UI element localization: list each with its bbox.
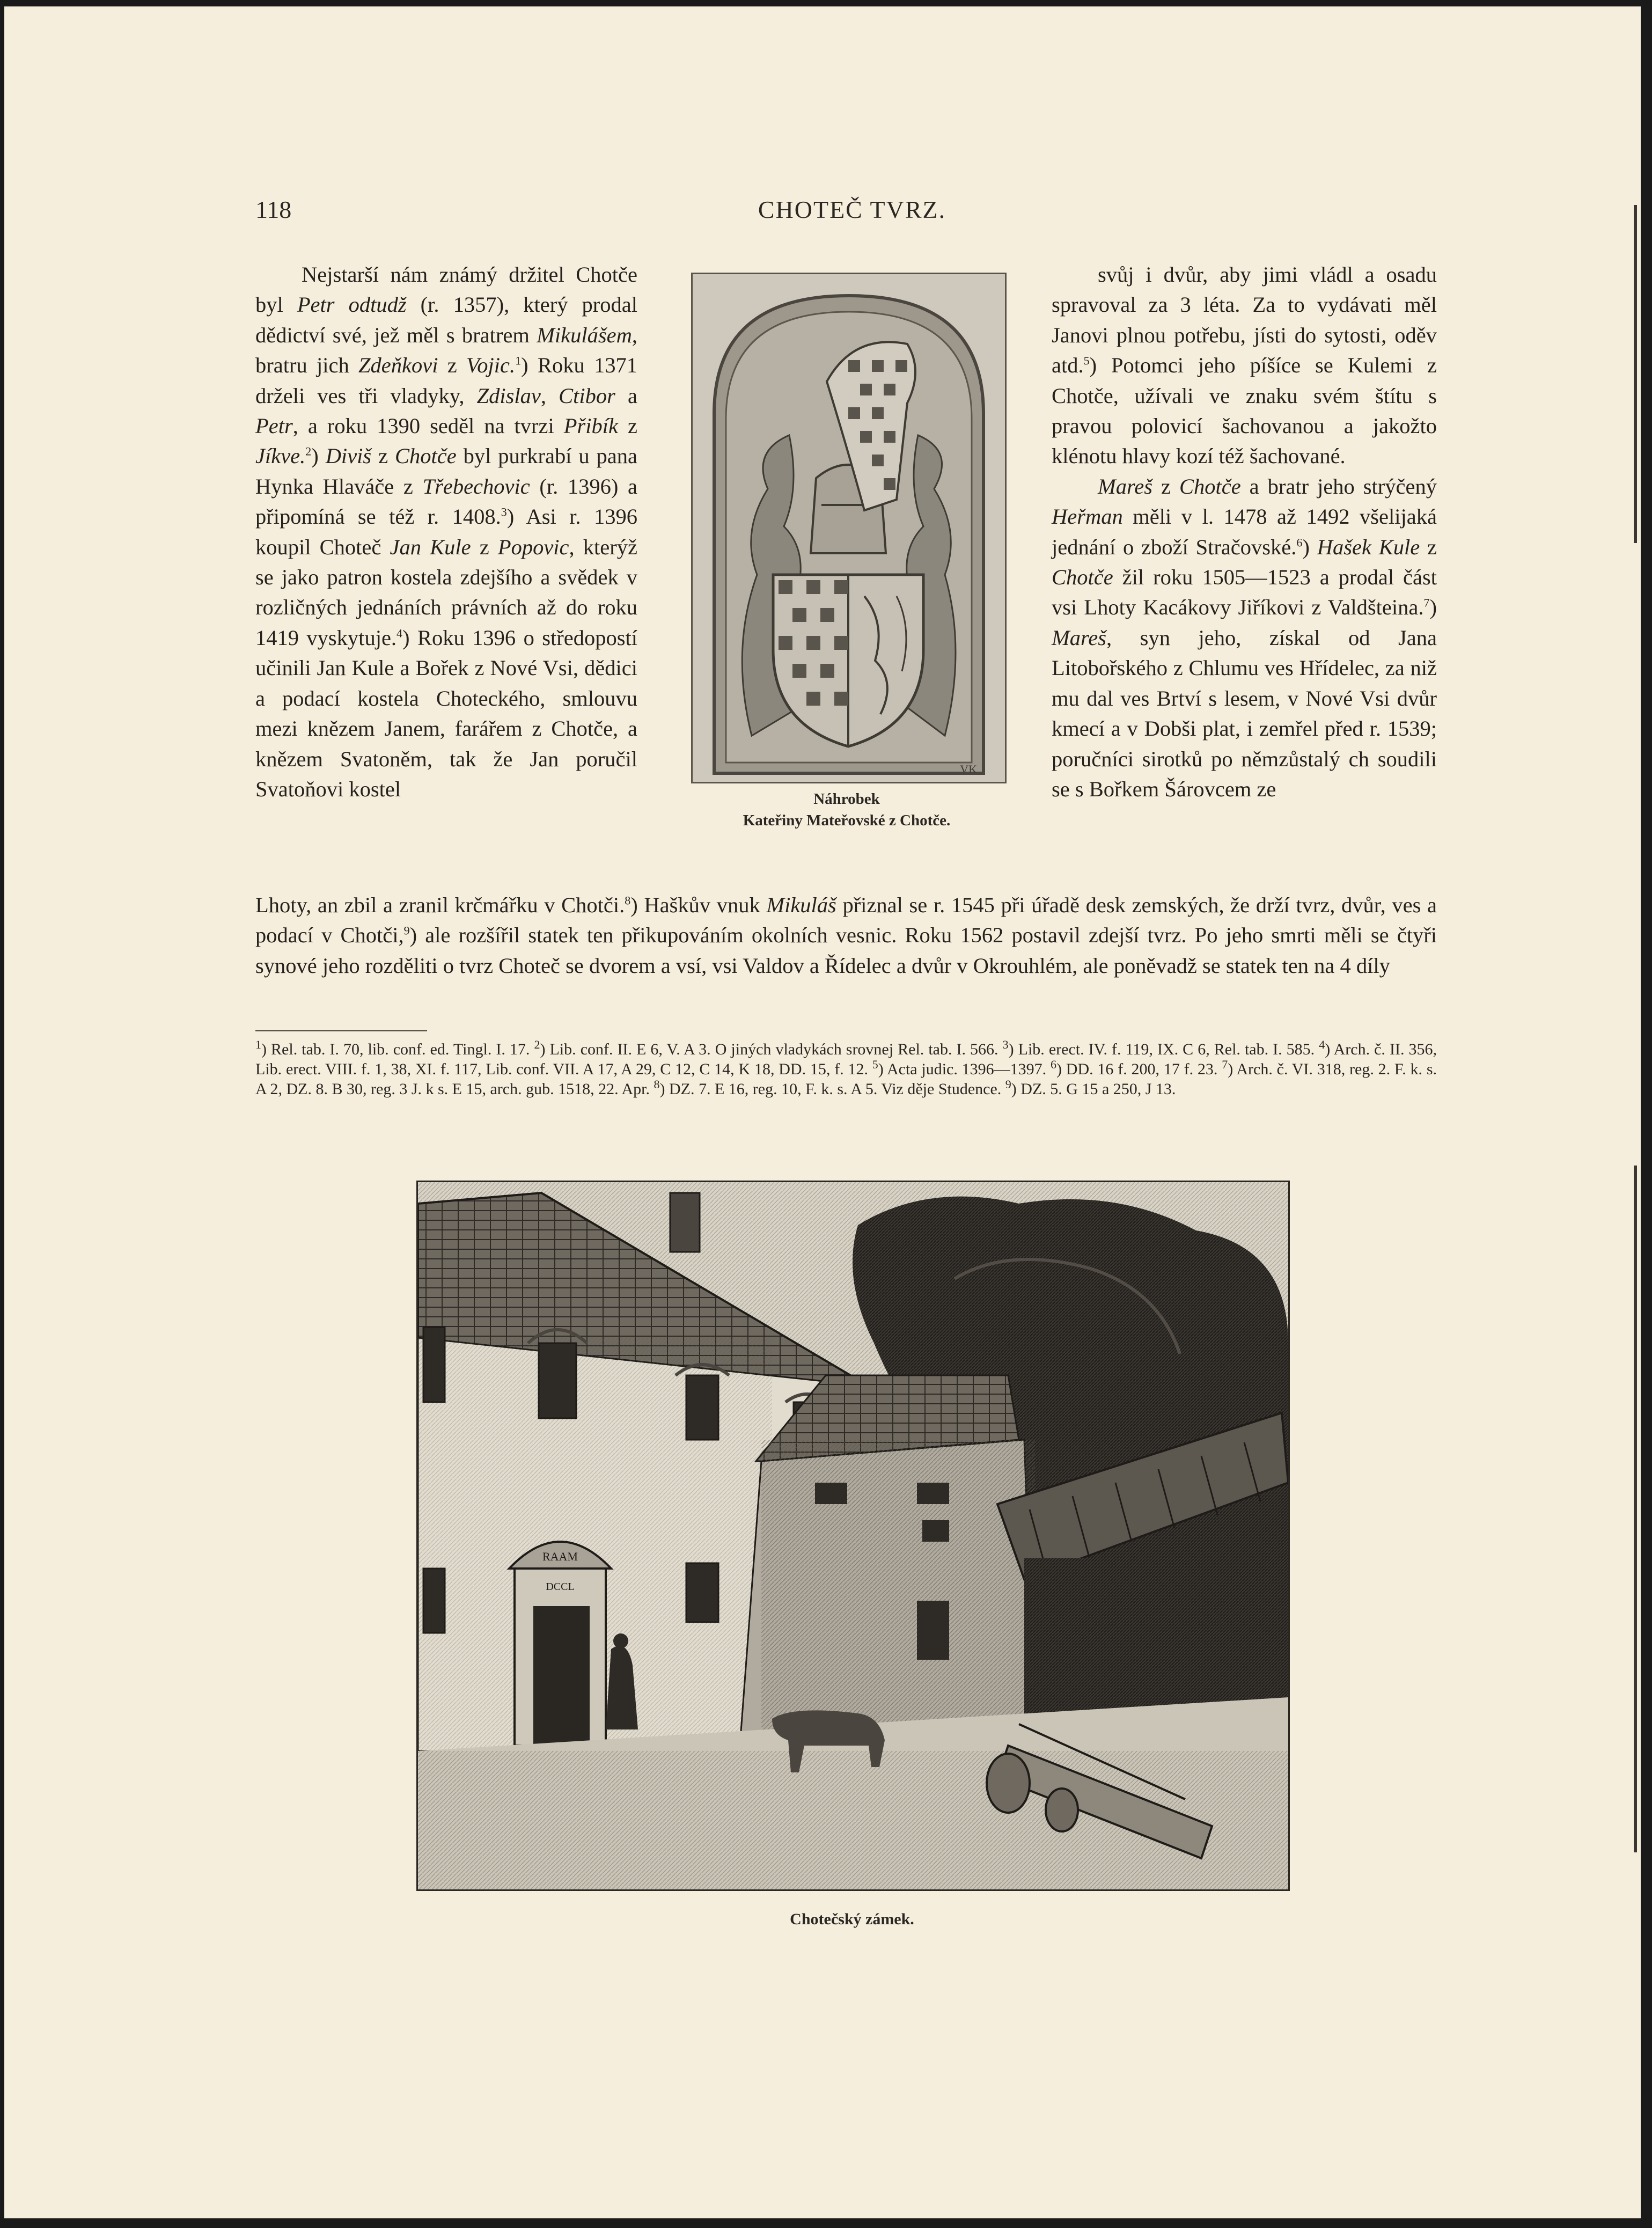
paragraph-footnote-ref: 3 [501,505,507,519]
paragraph-italic-name: Ctibor [559,383,615,408]
footnotes-text: ) DD. 16 f. 200, 17 f. 23. [1056,1060,1222,1078]
paragraph-footnote-ref: 2 [305,444,312,458]
full-width-paragraph [255,890,1437,981]
paragraph-text: měli v l. 1478 až 1492 všelijaká jednání o zboží Stračovské. [1052,504,1437,559]
tombstone-caption [670,788,1024,831]
footnotes [255,1039,1437,1099]
paragraph-text: žil roku 1505—1523 a prodal část vsi Lhoty Kacákovy Jiříkovi z Valdšteina. [1052,565,1437,620]
paragraph-italic-name: Mareš [1098,474,1152,499]
footnotes-text: ) DZ. 5. G 15 a 250, J 13. [1011,1080,1176,1098]
footnotes-text: ) Arch. č. VI. 318, reg. 2. F. k. s. A 2, DZ. 8. B 30, reg. 3 J. k s. E 15, arch. gub. 1518, 22. Apr. [255,1060,1437,1098]
castle-drawing [418,1182,1288,1889]
paragraph-text: Nejstarší nám známý držitel Chotče byl [255,262,637,317]
tombstone-caption-line-1: Náhrobek [813,790,880,808]
paragraph-italic-name: Zdislav [476,383,541,408]
engraver-signature: VK [960,763,977,776]
full-width-paragraph-text: Lhoty, an zbil a zranil krčmářku v Chotči. [255,893,625,917]
book-page [4,6,1641,2218]
paragraph-text: ) Roku 1371 drželi ves tři vladyky, [255,353,637,408]
paragraph-italic-name: Petr [255,414,293,438]
paragraph-footnote-ref: 4 [397,626,403,640]
paragraph-text: a bratr jeho strýčený [1240,474,1437,499]
full-width-paragraph-text: ) ale rozšířil statek ten přikupováním okolních vesnic. Roku 1562 postavil zdejší tvrz. Po jeho smrti měli se čtyři synové jeho rozděliti o tvrz Choteč se dvorem a vsí, vsi Valdov a Řídelec a dvůr v Okrouhlém, ale poněvadž se statek ten na 4 díly [255,923,1437,978]
footnotes-footnote-ref: 5 [872,1058,878,1071]
page-number: 118 [255,196,292,223]
paragraph-text: byl purkrabí u pana Hynka Hlaváče z [255,444,637,499]
footnotes-footnote-ref: 1 [255,1038,261,1051]
paragraph-italic-name: Přibík [563,414,619,438]
full-width-paragraph-text: ) Haškův vnuk [630,893,767,917]
paragraph-italic-name: Zdeňkovi [358,353,438,378]
paragraph-italic-name: Jan Kule [390,534,471,559]
tombstone-caption-line-2: Kateřiny Mateřovské z Chotče. [743,812,951,829]
paragraph-text: z [1420,534,1437,559]
footnotes-text: ) Lib. conf. II. E 6, V. A 3. O jiných vladykách srovnej Rel. tab. I. 566. [540,1040,1003,1058]
paragraph-text: , bratru jich [255,323,637,378]
paragraph-footnote-ref: 7 [1423,596,1430,610]
paragraph-italic-name: Chotče [394,444,457,468]
paragraph-text: z [371,444,395,468]
paragraph-text: , [540,383,559,408]
paragraph-text: z [618,414,637,438]
paragraph-italic-name: Chotče [1179,474,1241,499]
paragraph-text: z [471,534,498,559]
footnotes-text: ) Rel. tab. I. 70, lib. conf. ed. Tingl. I. 17. [261,1040,534,1058]
paragraph-text: svůj i dvůr, aby jimi vládl a osadu spravoval za 3 léta. Za to vydávati měl Janovi plnou potřebu, jísti do sytosti, oděv atd. [1052,262,1437,378]
paragraph-footnote-ref: 1 [515,354,522,368]
right-text-column [1052,260,1437,804]
paragraph-italic-name: Jíkve. [255,444,306,468]
footnotes-text: ) Lib. erect. IV. f. 119, IX. C 6, Rel. tab. I. 585. [1008,1040,1319,1058]
tombstone-drawing [693,274,1005,782]
footnotes-text: ) Acta judic. 1396—1397. [878,1060,1051,1078]
paragraph-italic-name: Třebechovic [422,474,530,499]
footnotes-footnote-ref: 4 [1319,1038,1325,1051]
full-width-paragraph-text: přiznal se r. 1545 při úřadě desk zemských, že drží tvrz, dvůr, ves a podací v Chotči, [255,893,1437,948]
paragraph-text: , syn jeho, získal od Jana Litobořského z Chlumu ves Hřídelec, za niž mu dal ves Brtví s lesem, v Nové Vsi dvůr kmecí a v Dobši plat, i zemřel před r. 1539; poručníci sirotků po němzůstalý ch soudili se s Bořkem Šárovcem ze [1052,625,1437,801]
paragraph [1052,260,1437,472]
paragraph-footnote-ref: 6 [1296,536,1303,549]
paragraph [255,260,637,804]
paragraph-text: ) Asi r. 1396 koupil Choteč [255,504,637,559]
tombstone-illustration [691,273,1007,783]
paragraph [1052,472,1437,804]
paragraph-text: ) Roku 1396 o středopostí učinili Jan Kule a Bořek z Nové Vsi, dědici a podací kostela Choteckého, smlouvu mezi knězem Janem, farářem z Chotče, a knězem Svatoněm, tak že Jan poručil Svatoňovi kostel [255,625,637,801]
paragraph-text: (r. 1396) a připomíná se též r. 1408. [255,474,638,529]
footnotes-footnote-ref: 6 [1050,1058,1056,1071]
paragraph-text: (r. 1357), který prodal dědictví své, jež měl s bratrem [255,292,637,347]
paragraph-italic-name: Mareš [1052,625,1106,650]
left-text-column [255,260,637,804]
paragraph-text: , kterýž se jako patron kostela zdejšího a svědek v rozličných jednáních právních až do roku 1419 vyskytuje. [255,534,637,650]
paragraph-italic-name: Diviš [325,444,372,468]
door-inscription-line-2: DCCL [546,1581,575,1593]
footnotes-footnote-ref: 3 [1002,1038,1009,1051]
paragraph-text: z [438,353,467,378]
paragraph-text: z [1152,474,1179,499]
paragraph-italic-name: Vojic. [466,353,516,378]
footnotes-footnote-ref: 8 [654,1078,660,1091]
footnotes-footnote-ref: 9 [1005,1078,1011,1091]
paragraph-text: ) [1302,534,1317,559]
binding-edge [1628,6,1641,2218]
door-inscription-line-1: RAAM [542,1550,578,1563]
full-width-paragraph-footnote-ref: 9 [403,924,410,937]
paragraph-text: , a roku 1390 seděl na tvrzi [292,414,564,438]
paragraph-italic-name: Petr odtudž [297,292,407,317]
paragraph-italic-name: Heřman [1052,504,1123,529]
footnotes-footnote-ref: 2 [534,1038,540,1051]
full-width-paragraph-italic-name: Mikuláš [766,893,836,917]
footnotes-text: ) DZ. 7. E 16, reg. 10, F. k. s. A 5. Viz děje Studence. [659,1080,1005,1098]
paragraph-text: a [615,383,637,408]
paragraph-italic-name: Popovic [497,534,569,559]
paragraph-italic-name: Chotče [1052,565,1113,590]
footnote-rule [255,1030,427,1031]
paragraph-italic-name: Hašek Kule [1317,534,1420,559]
paragraph-text: ) [1429,595,1437,620]
paragraph-italic-name: Mikulášem [537,323,632,347]
paragraph-text: ) [311,444,326,468]
running-head: CHOTEČ TVRZ. [758,196,946,223]
engraving-caption: Chotečský zámek. [790,1910,914,1928]
paragraph-text: ) Potomci jeho píšíce se Kulemi z Chotče, užívali ve znaku svém štítu s pravou polovicí šachovanou a jakožto klénotu hlavy kozí též šachované. [1052,353,1437,468]
full-width-paragraph-footnote-ref: 8 [625,893,631,907]
footnotes-footnote-ref: 7 [1222,1058,1228,1071]
footnotes-text: ) Arch. č. II. 356, Lib. erect. VIII. f. 1, 38, XI. f. 117, Lib. conf. VII. A 17, A 29, C 12, C 14, K 18, DD. 15, f. 12. [255,1040,1437,1078]
castle-engraving [416,1181,1290,1891]
paragraph-footnote-ref: 5 [1083,354,1090,368]
